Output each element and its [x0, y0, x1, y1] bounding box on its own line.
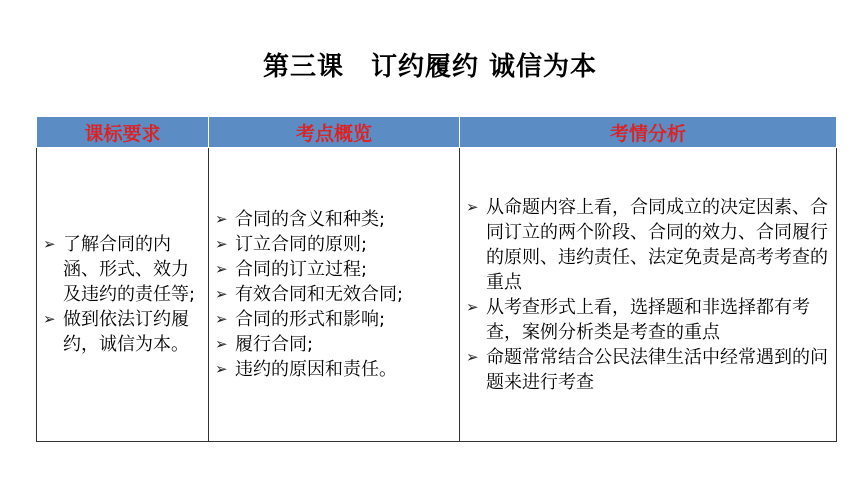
header-exam-analysis: 考情分析 [460, 117, 837, 148]
list-item: ➢ 违约的原因和责任。 [215, 357, 453, 382]
list-item: ➢ 合同的形式和影响; [215, 307, 453, 332]
curriculum-requirements-list [43, 232, 202, 357]
list-item: ➢ 合同的订立过程; [215, 257, 453, 282]
list-item: ➢ 订立合同的原则; [215, 232, 453, 257]
list-item: ➢ 履行合同; [215, 332, 453, 357]
exam-analysis-cell [460, 148, 837, 442]
curriculum-requirements-cell [37, 148, 209, 442]
table-header-row [37, 117, 837, 148]
list-item: ➢ 合同的含义和种类; [215, 207, 453, 232]
header-curriculum-requirements: 课标要求 [37, 117, 209, 148]
content-table [36, 116, 837, 442]
key-points-list [215, 207, 453, 382]
header-key-points-overview: 考点概览 [209, 117, 460, 148]
table-row [37, 148, 837, 442]
list-item: ➢ 命题常常结合公民法律生活中经常遇到的问题来进行考查 [466, 345, 830, 395]
exam-analysis-list [466, 195, 830, 395]
list-item: ➢ 从命题内容上看，合同成立的决定因素、合同订立的两个阶段、合同的效力、合同履行的原则、违约责任、法定免责是高考考查的重点 [466, 195, 830, 295]
key-points-cell [209, 148, 460, 442]
list-item: ➢ 有效合同和无效合同; [215, 282, 453, 307]
list-item: ➢ 做到依法订约履约，诚信为本。 [43, 307, 202, 357]
list-item: ➢ 了解合同的内涵、形式、效力及违约的责任等; [43, 232, 202, 307]
page-title: 第三课 订约履约 诚信为本 [262, 52, 598, 82]
list-item: ➢ 从考查形式上看，选择题和非选择都有考查，案例分析类是考查的重点 [466, 295, 830, 345]
